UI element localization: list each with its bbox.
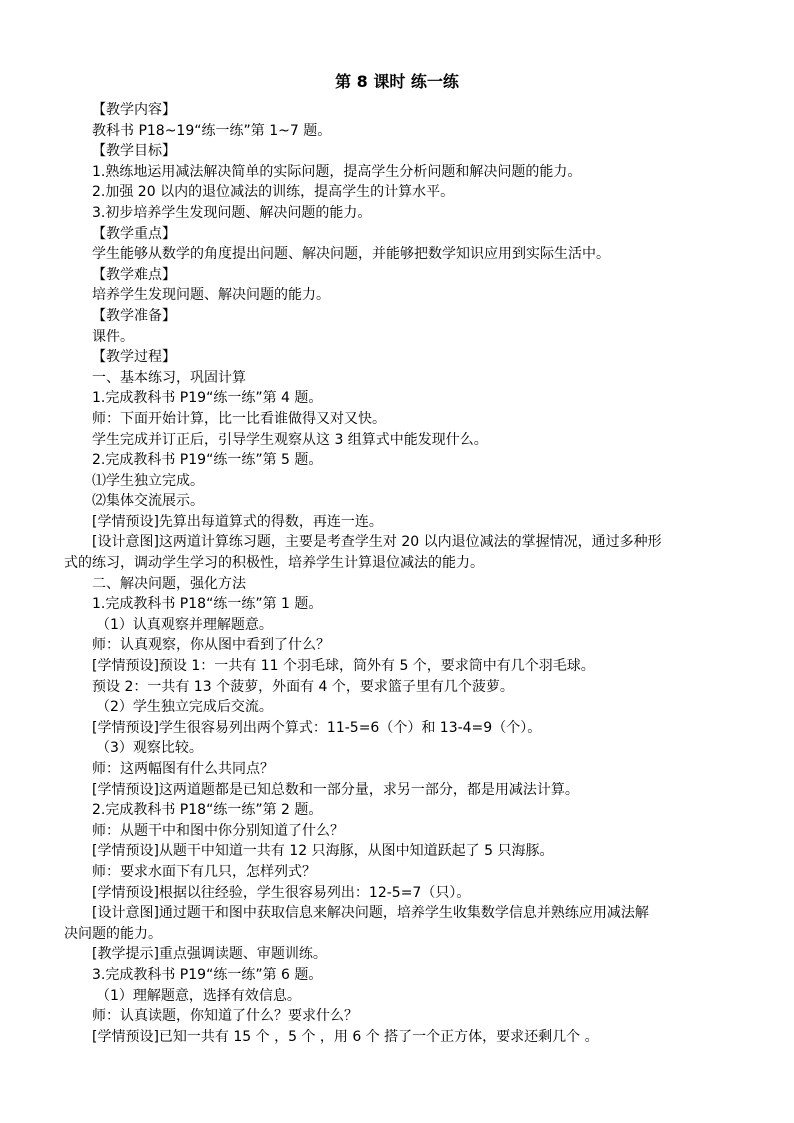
- text-line: ⑴学生独立完成。: [92, 472, 204, 489]
- section-heading-goals: 【教学目标】: [92, 143, 176, 160]
- text-line: 1.熟练地运用减法解决简单的实际问题，提高学生分析问题和解决问题的能力。: [92, 163, 582, 180]
- text-line: （2）学生独立完成后交流。: [96, 699, 273, 716]
- text-line: 师：这两幅图有什么共同点？: [92, 761, 274, 777]
- text-line: 3.完成教科书 P19“练一练”第 6 题。: [92, 966, 323, 983]
- text-line: 一、基本练习，巩固计算: [92, 369, 246, 386]
- text-line: [学情预设]这两道题都是已知总数和一部分量，求另一部分，都是用减法计算。: [92, 781, 579, 798]
- text-line: 师：从题干中和图中你分别知道了什么？: [92, 822, 344, 839]
- page-title: 第 8 课时 练一练: [335, 72, 459, 91]
- text-line: 师：要求水面下有几只，怎样列式？: [92, 863, 316, 880]
- section-heading-key-points: 【教学重点】: [92, 225, 176, 242]
- section-heading-difficulties: 【教学难点】: [92, 266, 176, 283]
- text-line: 预设 2：一共有 13 个菠萝，外面有 4 个，要求篮子里有几个菠萝。: [92, 678, 514, 695]
- text-line: [学情预设]根据以往经验，学生很容易列出：12-5=7（只）。: [92, 884, 471, 901]
- section-heading-process: 【教学过程】: [92, 349, 176, 366]
- text-line: [学情预设]预设 1：一共有 11 个羽毛球，筒外有 5 个，要求筒中有几个羽毛球。: [92, 658, 595, 675]
- text-line: [学情预设]已知一共有 15 个 ，5 个 ，用 6 个 搭了一个正方体，要求还剩几个 。: [92, 1028, 599, 1045]
- text-line: [教学提示]重点强调读题、审题训练。: [92, 946, 327, 963]
- text-line: 二、解决问题，强化方法: [92, 575, 246, 592]
- text-line: [学情预设]从题干中知道一共有 12 只海豚，从图中知道跃起了 5 只海豚。: [92, 843, 554, 860]
- text-line: 培养学生发现问题、解决问题的能力。: [92, 287, 330, 304]
- text-line: （1）认真观察并理解题意。: [96, 616, 273, 633]
- section-heading-content: 【教学内容】: [92, 102, 176, 118]
- text-line: 1.完成教科书 P18“练一练”第 1 题。: [92, 596, 323, 613]
- text-line: [设计意图]这两道计算练习题，主要是考查学生对 20 以内退位减法的掌握情况，通过多种形: [92, 534, 662, 551]
- text-line: 学生完成并订正后，引导学生观察从这 3 组算式中能发现什么。: [92, 431, 488, 448]
- text-line: [学情预设]学生很容易列出两个算式：11-5=6（个）和 13-4=9（个）。: [92, 719, 542, 736]
- text-line: [学情预设]先算出每道算式的得数，再连一连。: [92, 513, 383, 530]
- text-line: 师：下面开始计算，比一比看谁做得又对又快。: [92, 410, 386, 427]
- text-line: 学生能够从数学的角度提出问题、解决问题，并能够把数学知识应用到实际生活中。: [92, 246, 610, 263]
- text-line: （3）观察比较。: [96, 740, 203, 757]
- text-line: 2.加强 20 以内的退位减法的训练，提高学生的计算水平。: [92, 184, 455, 201]
- text-line: ⑵集体交流展示。: [92, 493, 204, 510]
- section-heading-preparation: 【教学准备】: [92, 307, 176, 324]
- text-line: 式的练习，调动学生学习的积极性，培养学生计算退位减法的能力。: [64, 555, 484, 572]
- text-line: [设计意图]通过题干和图中获取信息来解决问题，培养学生收集数学信息并熟练应用减法解: [92, 905, 649, 922]
- text-line: 3.初步培养学生发现问题、解决问题的能力。: [92, 204, 372, 221]
- text-line: 决问题的能力。: [64, 925, 162, 942]
- text-line: 1.完成教科书 P19“练一练”第 4 题。: [92, 390, 323, 407]
- lesson-body: [64, 100, 712, 1047]
- text-line: 课件。: [92, 328, 134, 345]
- text-line: 2.完成教科书 P19“练一练”第 5 题。: [92, 452, 323, 469]
- text-line: 师：认真观察，你从图中看到了什么？: [92, 637, 330, 654]
- text-line: 2.完成教科书 P18“练一练”第 2 题。: [92, 802, 323, 819]
- text-line: （1）理解题意，选择有效信息。: [96, 987, 301, 1004]
- text-line: 教科书 P18~19“练一练”第 1~7 题。: [92, 122, 332, 139]
- text-line: 师：认真读题，你知道了什么？要求什么？: [92, 1008, 358, 1025]
